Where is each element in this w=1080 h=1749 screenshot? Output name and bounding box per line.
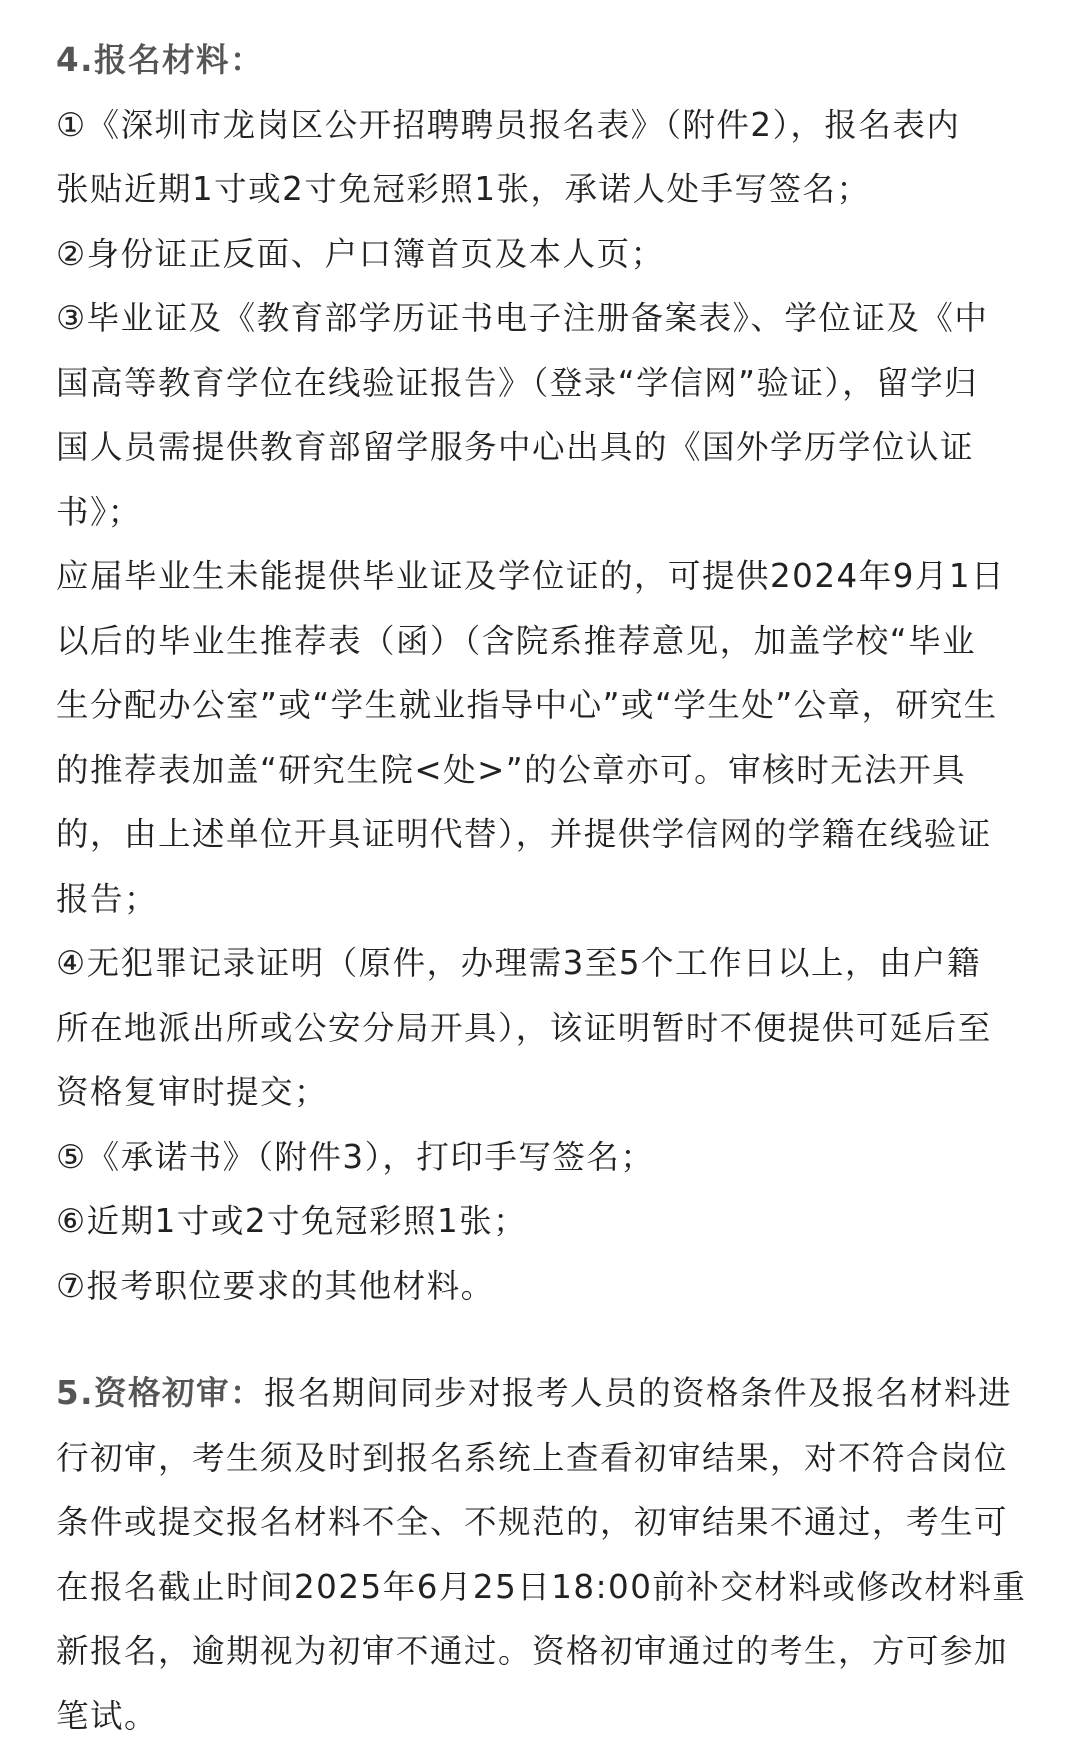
section5-heading: 5.资格初审： <box>56 1374 264 1412</box>
section4-line: ⑤《承诺书》（附件3），打印手写签名； <box>56 1137 655 1176</box>
section4-line: 国人员需提供教育部留学服务中心出具的《国外学历学位认证 <box>56 428 975 466</box>
section4-line: 所在地派出所或公安分局开具），该证明暂时不便提供可延后至 <box>56 1008 992 1047</box>
section5-first-line <box>56 1361 1036 1426</box>
section4-line: 应届毕业生未能提供毕业证及学位证的，可提供2024年9月1日 <box>56 557 1006 595</box>
section5-line: 行初审，考生须及时到报名系统上查看初审结果，对不符合岗位 <box>56 1438 1009 1477</box>
section4-line: ③毕业证及《教育部学历证书电子注册备案表》、学位证及《中 <box>56 299 989 337</box>
section4-line: ⑦报考职位要求的其他材料。 <box>56 1266 495 1305</box>
section5-line: 在报名截止时间2025年6月25日18:00前补交材料或修改材料重 <box>56 1567 1027 1606</box>
section4-heading: 4.报名材料： <box>56 41 264 79</box>
section5-line: 新报名，逾期视为初审不通过。资格初审通过的考生，方可参加 <box>56 1632 1009 1670</box>
section5-line: 笔试。 <box>56 1696 159 1735</box>
section-gap <box>56 1318 1036 1361</box>
section5-first-line-text: 报名期间同步对报考人员的资格条件及报名材料进 <box>263 1374 1012 1412</box>
section4-line: 张贴近期1寸或2寸免冠彩照1张，承诺人处手写签名； <box>56 170 871 208</box>
section4-line: 国高等教育学位在线验证报告》（登录“学信网”验证），留学归 <box>56 363 979 402</box>
section4-line: ①《深圳市龙岗区公开招聘聘员报名表》（附件2），报名表内 <box>56 105 961 144</box>
document-body <box>56 28 1036 1748</box>
section4-line: 书》； <box>56 492 142 531</box>
section4-line: 生分配办公室”或“学生就业指导中心”或“学生处”公章，研究生 <box>56 686 998 724</box>
section5-list <box>56 1426 1036 1749</box>
section4-line: 的，由上述单位开具证明代替），并提供学信网的学籍在线验证 <box>56 815 992 853</box>
section4-line: ④无犯罪记录证明（原件，办理需3至5个工作日以上，由户籍 <box>56 944 981 982</box>
section4-line: 资格复审时提交； <box>56 1073 329 1111</box>
section5-line: 条件或提交报名材料不全、不规范的，初审结果不通过，考生可 <box>56 1503 1009 1541</box>
section4-list <box>56 93 1036 1319</box>
section4-line: 报告； <box>56 879 159 918</box>
section4-line: ⑥近期1寸或2寸免冠彩照1张； <box>56 1202 528 1240</box>
section4-line: 以后的毕业生推荐表（函）（含院系推荐意见，加盖学校“毕业 <box>56 621 977 660</box>
section4-line: 的推荐表加盖“研究生院<处>”的公章亦可。审核时无法开具 <box>56 750 967 789</box>
section4-line: ②身份证正反面、户口簿首页及本人页； <box>56 234 665 273</box>
